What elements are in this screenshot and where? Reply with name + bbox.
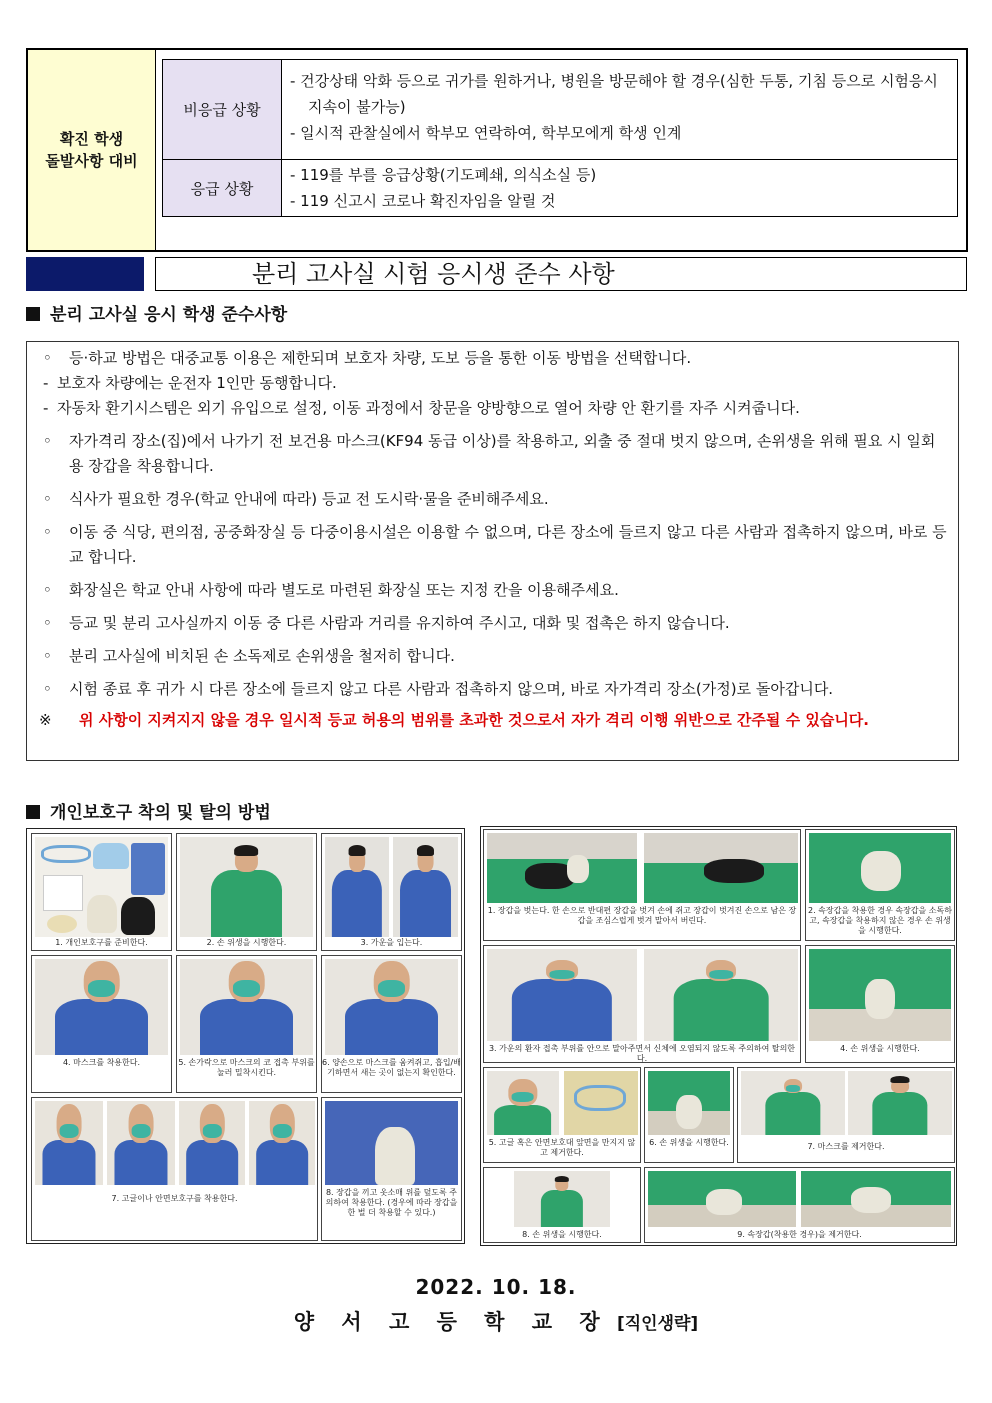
hair-shape xyxy=(417,845,435,856)
emergency-item: - 119를 부를 응급상황(기도폐쇄, 의식소실 등) xyxy=(290,166,597,184)
hand-hygiene-photo xyxy=(809,949,951,1041)
rules-section-title xyxy=(26,300,287,325)
rule-text: 등교 및 분리 고사실까지 이동 중 다른 사람과 거리를 유지하여 주시고, 대화 및 접촉은 하지 않습니다. xyxy=(69,614,730,632)
gown-on-photo-a xyxy=(325,837,389,937)
doffing-caption-9: 9. 속장갑(착용한 경우)을 제거한다. xyxy=(737,1230,862,1239)
rule-item xyxy=(39,346,948,371)
doffing-caption-5: 5. 고글 혹은 안면보호대 앞면을 만지지 않고 제거한다. xyxy=(488,1138,636,1157)
inner-glove-photo xyxy=(809,833,951,903)
glove-shape xyxy=(861,851,901,891)
ppe-items-photo xyxy=(35,837,168,937)
donning-caption-2: 2. 손 위생을 시행한다. xyxy=(206,938,287,947)
doffing-caption-1: 1. 장갑을 벗는다. 한 손으로 반대편 장갑을 벗겨 손에 쥐고 장갑이 벗겨진 손으로 남은 장갑을 조심스럽게 벗겨 말아서 버린다. xyxy=(487,906,797,925)
mask-on-photo xyxy=(35,959,168,1055)
scrubs-shape xyxy=(494,1105,551,1135)
doffing-step-9 xyxy=(644,1167,955,1243)
doffing-caption-4: 4. 손 위생을 시행한다. xyxy=(840,1044,920,1053)
rule-bullet: ◦ xyxy=(43,581,52,599)
person-figure xyxy=(182,1104,241,1185)
person-figure xyxy=(207,849,287,937)
mask-shape xyxy=(59,1124,79,1139)
scrubs-shape xyxy=(541,1190,583,1227)
rule-text: 시험 종료 후 귀가 시 다른 장소에 들르지 않고 다른 사람과 접촉하지 않으며, 바로 자가격리 장소(가정)로 돌아갑니다. xyxy=(69,680,834,698)
scrubs-shape xyxy=(766,1092,821,1135)
donning-step-3 xyxy=(321,833,462,951)
rule-bullet: ◦ xyxy=(43,647,52,665)
donning-caption-3: 3. 가운을 입는다. xyxy=(360,938,423,947)
rule-bullet: ◦ xyxy=(43,523,52,541)
glove-shape xyxy=(375,1127,415,1185)
rule-item xyxy=(39,644,948,669)
emergency-label: 응급 상황 xyxy=(163,160,282,216)
glove-off-photo-a xyxy=(487,833,637,903)
rule-bullet: ◦ xyxy=(43,349,52,367)
gown-shape xyxy=(200,999,294,1055)
rule-item xyxy=(39,487,948,512)
scrubs-shape xyxy=(873,1092,928,1135)
donning-caption-4: 4. 마스크를 착용한다. xyxy=(62,1058,141,1067)
principal-title: 양 서 고 등 학 교 장 xyxy=(293,1310,610,1334)
issue-date: 2022. 10. 18. xyxy=(415,1275,577,1299)
person-figure xyxy=(193,961,299,1055)
rule-item xyxy=(39,429,948,479)
rule-text: 자가격리 장소(집)에서 나가기 전 보건용 마스크(KF94 동급 이상)를 착용하고, 외출 중 절대 벗지 않으며, 손위생을 위해 필요 시 일회용 장갑을 착용합니다. xyxy=(69,432,936,475)
rule-item xyxy=(39,396,948,421)
rule-item xyxy=(39,520,948,570)
non-emergency-label: 비응급 상황 xyxy=(163,60,282,159)
rule-item xyxy=(39,677,948,702)
scrubs-shape xyxy=(674,979,769,1041)
non-emergency-item: - 일시적 관찰실에서 학부모 연락하여, 학부모에게 학생 인계 xyxy=(290,124,682,142)
person-figure xyxy=(538,1178,586,1227)
person-figure xyxy=(869,1079,931,1135)
warning-text: 위 사항이 지켜지지 않을 경우 일시적 등교 허용의 범위를 초과한 것으로서 자가 격리 이행 위반으로 간주될 수 있습니다. xyxy=(79,711,869,729)
doffing-step-5 xyxy=(483,1067,641,1163)
person-figure xyxy=(667,960,775,1041)
doffing-caption-2: 2. 속장갑을 착용한 경우 속장갑을 소독하고, 속장갑을 착용하지 않은 경우 손 위생을 시행한다. xyxy=(808,906,952,935)
person-figure xyxy=(328,849,386,937)
non-emergency-item: - 건강상태 악화 등으로 귀가를 원하거나, 병원을 방문해야 할 경우(심한 두통, 기침 등으로 시험응시 지속이 불가능) xyxy=(290,72,938,116)
rule-text: 식사가 필요한 경우(학교 안내에 따라) 등교 전 도시락·물을 준비해주세요. xyxy=(69,490,549,508)
hair-shape xyxy=(891,1076,910,1083)
mask-shape xyxy=(549,970,574,979)
rule-bullet: - xyxy=(43,399,49,417)
donning-step-5 xyxy=(176,955,317,1093)
glove-shape xyxy=(865,979,895,1019)
black-glove-shape xyxy=(704,859,764,883)
donning-step-7 xyxy=(31,1097,318,1241)
rule-bullet: ◦ xyxy=(43,432,52,450)
donning-step-6 xyxy=(321,955,462,1093)
glove-shape xyxy=(706,1189,742,1215)
mask-shape xyxy=(378,980,406,997)
square-bullet-icon xyxy=(26,805,40,819)
emergency-title-line2: 돌발사항 대비 xyxy=(45,152,138,170)
donning-step-8 xyxy=(321,1097,462,1241)
person-figure xyxy=(110,1104,171,1185)
scrubs-shape xyxy=(211,870,281,937)
person-figure xyxy=(505,960,619,1041)
glove-shape xyxy=(567,855,589,883)
rule-text: 보호자 차량에는 운전자 1인만 동행합니다. xyxy=(57,374,337,392)
ppe-section-title xyxy=(26,798,271,823)
mask-shape xyxy=(88,980,116,997)
person-figure xyxy=(38,1104,99,1185)
mask-pack-icon xyxy=(43,875,83,911)
page-heading: 분리 고사실 시험 응시생 준수 사항 xyxy=(155,257,967,291)
doffing-caption-7: 7. 마스크를 제거한다. xyxy=(807,1142,885,1151)
rule-item xyxy=(39,578,948,603)
goggle-photo-b xyxy=(107,1101,175,1185)
donning-caption-6: 6. 양손으로 마스크를 움켜쥐고, 흡입/배기하면서 새는 곳이 없는지 확인한다. xyxy=(322,1058,461,1077)
emergency-table-title xyxy=(28,50,156,250)
doffing-step-4 xyxy=(805,945,955,1063)
gown-shape xyxy=(114,1140,168,1185)
shield-photo-a xyxy=(179,1101,245,1185)
rule-text: 화장실은 학교 안내 사항에 따라 별도로 마련된 화장실 또는 지정 칸을 이용해주세요. xyxy=(69,581,619,599)
hand-hygiene-photo xyxy=(514,1171,610,1227)
mask-shape xyxy=(131,1124,151,1139)
emergency-item: - 119 신고시 코로나 확진자임을 알릴 것 xyxy=(290,192,556,210)
emergency-body xyxy=(282,160,957,216)
mask-off-photo-a xyxy=(741,1071,845,1135)
hair-shape xyxy=(235,845,259,856)
doffing-step-2 xyxy=(805,829,955,941)
emergency-table xyxy=(26,48,968,252)
glove-icon xyxy=(87,895,117,933)
rule-text: 이동 중 식당, 편의점, 공중화장실 등 다중이용시설은 이용할 수 없으며, 다른 장소에 들르지 않고 다른 사람과 접촉하지 않으며, 바로 등교 합니다. xyxy=(69,523,947,566)
rules-box xyxy=(26,341,959,761)
rule-bullet: ◦ xyxy=(43,614,52,632)
gown-shape xyxy=(42,1140,96,1185)
hair-shape xyxy=(555,1176,569,1182)
rule-bullet: ◦ xyxy=(43,680,52,698)
gown-shape xyxy=(332,870,383,937)
seal-check-photo xyxy=(325,959,458,1055)
doffing-step-3 xyxy=(483,945,801,1063)
inner-glove-off-photo-a xyxy=(648,1171,796,1227)
hair-shape xyxy=(348,845,365,856)
person-figure xyxy=(762,1079,824,1135)
rule-text: 등·하교 방법은 대중교통 이용은 제한되며 보호자 차량, 도보 등을 통한 이동 방법을 선택합니다. xyxy=(69,349,692,367)
gown-off-photo-b xyxy=(644,949,798,1041)
heading-accent-block xyxy=(26,257,144,291)
hand-hygiene-photo xyxy=(180,837,313,937)
donning-step-2 xyxy=(176,833,317,951)
person-figure xyxy=(48,961,154,1055)
signature-line xyxy=(0,1306,992,1336)
donning-step-4 xyxy=(31,955,172,1093)
mask-off-photo-b xyxy=(848,1071,952,1135)
square-bullet-icon xyxy=(26,307,40,321)
respirator-icon xyxy=(47,915,77,933)
person-figure xyxy=(338,961,444,1055)
doffing-step-1 xyxy=(483,829,801,941)
shield-photo-b xyxy=(249,1101,315,1185)
doffing-caption-6: 6. 손 위생을 시행한다. xyxy=(649,1138,729,1147)
mask-shape xyxy=(709,970,733,979)
gown-shape xyxy=(55,999,149,1055)
doffing-step-8 xyxy=(483,1167,641,1243)
gown-icon xyxy=(131,843,165,895)
rule-bullet: ◦ xyxy=(43,490,52,508)
hand-hygiene-photo xyxy=(648,1071,730,1135)
inner-glove-off-photo-b xyxy=(801,1171,951,1227)
goggle-off-photo-a xyxy=(487,1071,559,1135)
non-emergency-body xyxy=(282,60,957,159)
gown-shape xyxy=(345,999,439,1055)
rule-text: 분리 고사실에 비치된 손 소독제로 손위생을 철저히 합니다. xyxy=(69,647,455,665)
person-figure xyxy=(491,1079,556,1135)
goggle-photo-a xyxy=(35,1101,103,1185)
glove-shape xyxy=(676,1095,702,1129)
rule-item xyxy=(39,371,948,396)
doffing-panel xyxy=(480,826,957,1246)
goggles-icon xyxy=(574,1085,626,1111)
goggle-off-photo-b xyxy=(564,1071,638,1135)
glove-off-photo-b xyxy=(644,833,798,903)
gown-on-photo-b xyxy=(393,837,458,937)
gown-shape xyxy=(400,870,451,937)
nose-clip-photo xyxy=(180,959,313,1055)
rule-warning xyxy=(39,708,948,733)
emergency-row xyxy=(163,160,957,216)
donning-step-1 xyxy=(31,833,172,951)
donning-caption-1: 1. 개인보호구를 준비한다. xyxy=(55,938,148,947)
donning-caption-7: 7. 고글이나 안면보호구를 착용한다. xyxy=(111,1194,238,1203)
mask-shape xyxy=(786,1085,800,1091)
rule-bullet: - xyxy=(43,374,49,392)
rule-item xyxy=(39,611,948,636)
person-figure xyxy=(396,849,455,937)
emergency-title-line1: 확진 학생 xyxy=(59,130,124,148)
doffing-step-6 xyxy=(644,1067,734,1163)
doffing-step-7 xyxy=(737,1067,955,1163)
mask-shape xyxy=(272,1124,291,1139)
doffing-caption-3: 3. 가운의 환자 접촉 부위를 안으로 말아주면서 신체에 오염되지 않도록 주의하여 탈의한다. xyxy=(488,1044,796,1063)
person-figure xyxy=(252,1104,311,1185)
non-emergency-row xyxy=(163,60,957,160)
gown-shape xyxy=(512,979,612,1041)
gown-shape xyxy=(186,1140,238,1185)
mask-shape xyxy=(512,1092,534,1102)
goggles-icon xyxy=(41,845,91,863)
donning-panel xyxy=(26,828,465,1244)
face-shield-icon xyxy=(93,843,129,869)
glove-shape xyxy=(851,1187,891,1213)
rules-title-text: 분리 고사실 응시 학생 준수사항 xyxy=(50,305,288,325)
donning-caption-5: 5. 손가락으로 마스크의 코 접촉 부위를 눌러 밀착시킨다. xyxy=(178,1058,315,1077)
glove-on-photo xyxy=(325,1101,458,1185)
doffing-caption-8: 8. 손 위생을 시행한다. xyxy=(522,1230,602,1239)
emergency-table-inner xyxy=(162,59,958,217)
reference-mark-icon: ※ xyxy=(39,711,52,729)
mask-shape xyxy=(202,1124,221,1139)
donning-caption-8: 8. 장갑을 끼고 옷소매 위를 덮도록 주의하여 착용한다. (경우에 따라 장갑을 한 벌 더 착용할 수 있다.) xyxy=(325,1188,458,1217)
rule-text: 자동차 환기시스템은 외기 유입으로 설정, 이동 과정에서 창문을 양방향으로 열어 차량 안 환기를 자주 시켜줍니다. xyxy=(57,399,800,417)
mask-shape xyxy=(233,980,261,997)
seal-omitted-note: [직인생략] xyxy=(616,1314,699,1334)
black-glove-icon xyxy=(121,897,155,935)
gown-shape xyxy=(256,1140,308,1185)
gown-off-photo-a xyxy=(487,949,637,1041)
ppe-title-text: 개인보호구 착의 및 탈의 방법 xyxy=(50,803,271,823)
